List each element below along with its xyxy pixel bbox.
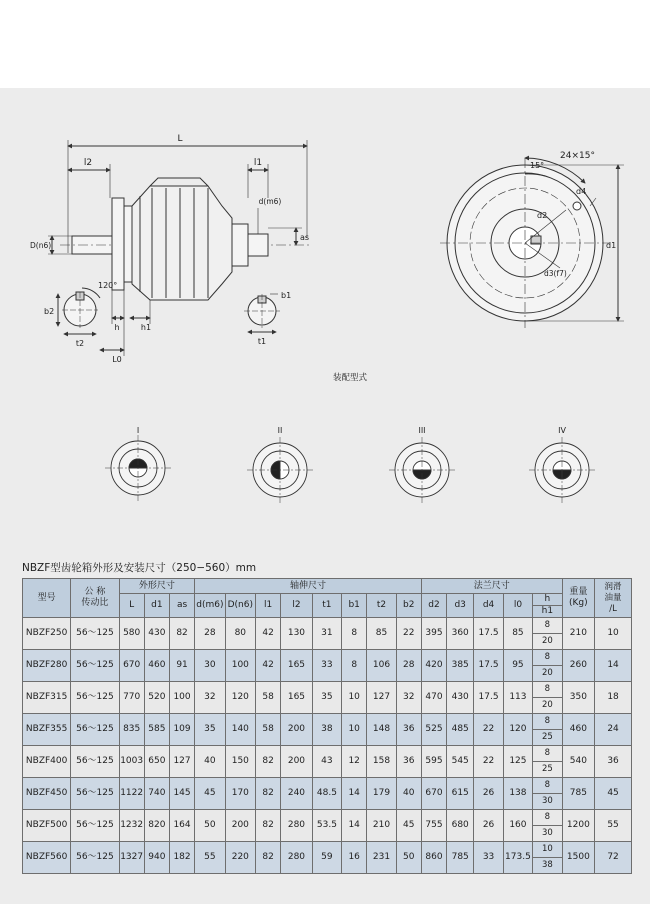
label-L: L bbox=[177, 134, 183, 144]
cell-weight: 540 bbox=[562, 746, 595, 778]
cell-d: 200 bbox=[225, 810, 255, 842]
cell-b1: 10 bbox=[342, 682, 367, 714]
label-24x15: 24×15° bbox=[560, 151, 595, 161]
cell-as: 145 bbox=[169, 778, 194, 810]
cell-as: 127 bbox=[169, 746, 194, 778]
cell-ratio: 56～125 bbox=[71, 778, 119, 810]
cell-d4: 26 bbox=[474, 810, 503, 842]
cell-l: 1232 bbox=[119, 810, 144, 842]
assembly-type-I bbox=[105, 426, 171, 501]
cell-t1: 35 bbox=[312, 682, 341, 714]
cell-t1: 38 bbox=[312, 714, 341, 746]
cell-l: 770 bbox=[119, 682, 144, 714]
cell-d2: 860 bbox=[421, 842, 446, 874]
cell-ratio: 56～125 bbox=[71, 842, 119, 874]
label-h: h bbox=[114, 323, 120, 332]
cell-h: 8 bbox=[533, 682, 562, 698]
label-t2: t2 bbox=[75, 339, 85, 348]
cell-l: 1003 bbox=[119, 746, 144, 778]
cell-d3: 485 bbox=[447, 714, 474, 746]
cell-b1: 10 bbox=[342, 714, 367, 746]
cell-d4: 26 bbox=[474, 778, 503, 810]
cell-l0: 95 bbox=[503, 650, 532, 682]
cell-oil: 45 bbox=[595, 778, 632, 810]
cell-l: 670 bbox=[119, 650, 144, 682]
cell-h: 8 bbox=[533, 810, 562, 826]
cell-b2: 28 bbox=[396, 650, 421, 682]
cell-t1: 43 bbox=[312, 746, 341, 778]
label-d3: d3(f7) bbox=[544, 269, 567, 278]
cell-d1: 740 bbox=[144, 778, 169, 810]
header-Dn6: D(n6) bbox=[225, 594, 255, 618]
side-view bbox=[48, 140, 310, 356]
cell-h: 8 bbox=[533, 618, 562, 634]
cell-l1: 82 bbox=[256, 842, 281, 874]
cell-l1: 42 bbox=[256, 650, 281, 682]
cell-d1: 430 bbox=[144, 618, 169, 650]
cell-oil: 14 bbox=[595, 650, 632, 682]
cell-model: NBZF400 bbox=[23, 746, 71, 778]
cell-d: 30 bbox=[195, 650, 225, 682]
cell-d3: 615 bbox=[447, 778, 474, 810]
cell-ratio: 56～125 bbox=[71, 618, 119, 650]
cell-d: 28 bbox=[195, 618, 225, 650]
table-row bbox=[23, 682, 632, 698]
table-row bbox=[23, 842, 632, 858]
cell-oil: 18 bbox=[595, 682, 632, 714]
label-d2: d2 bbox=[537, 211, 548, 220]
cell-d4: 17.5 bbox=[474, 682, 503, 714]
assembly-label-IV: IV bbox=[558, 426, 566, 435]
cell-d: 35 bbox=[195, 714, 225, 746]
flange-view bbox=[440, 158, 624, 328]
table-row bbox=[23, 618, 632, 634]
label-b1: b1 bbox=[281, 291, 292, 300]
cell-oil: 36 bbox=[595, 746, 632, 778]
cell-d4: 17.5 bbox=[474, 650, 503, 682]
cell-d: 100 bbox=[225, 650, 255, 682]
header-flange: 法兰尺寸 bbox=[421, 579, 562, 594]
header-b1: b1 bbox=[342, 594, 367, 618]
cell-t2: 179 bbox=[367, 778, 396, 810]
cell-model: NBZF355 bbox=[23, 714, 71, 746]
assembly-type-IV bbox=[529, 426, 595, 503]
cell-d3: 360 bbox=[447, 618, 474, 650]
cell-model: NBZF280 bbox=[23, 650, 71, 682]
cell-d1: 520 bbox=[144, 682, 169, 714]
cell-l0: 120 bbox=[503, 714, 532, 746]
cell-l2: 130 bbox=[281, 618, 312, 650]
label-l1: l1 bbox=[253, 158, 263, 168]
cell-d2: 395 bbox=[421, 618, 446, 650]
cell-t2: 127 bbox=[367, 682, 396, 714]
cell-as: 109 bbox=[169, 714, 194, 746]
cell-d: 40 bbox=[195, 746, 225, 778]
table-row bbox=[23, 778, 632, 794]
cell-h1: 38 bbox=[533, 858, 562, 874]
header-oil: 润滑 油量 /L bbox=[595, 579, 632, 618]
cell-model: NBZF560 bbox=[23, 842, 71, 874]
cell-d1: 460 bbox=[144, 650, 169, 682]
cell-h: 8 bbox=[533, 714, 562, 730]
cell-t2: 106 bbox=[367, 650, 396, 682]
cell-model: NBZF250 bbox=[23, 618, 71, 650]
cell-d1: 585 bbox=[144, 714, 169, 746]
cell-d4: 33 bbox=[474, 842, 503, 874]
cell-d1: 820 bbox=[144, 810, 169, 842]
header-d4: d4 bbox=[474, 594, 503, 618]
cell-d2: 670 bbox=[421, 778, 446, 810]
cell-d4: 22 bbox=[474, 714, 503, 746]
assembly-caption: 装配型式 bbox=[332, 373, 368, 383]
cell-as: 91 bbox=[169, 650, 194, 682]
cell-ratio: 56～125 bbox=[71, 682, 119, 714]
cell-d3: 430 bbox=[447, 682, 474, 714]
label-d-m6: d(m6) bbox=[258, 197, 282, 206]
header-d1: d1 bbox=[144, 594, 169, 618]
cell-d1: 940 bbox=[144, 842, 169, 874]
cell-ratio: 56～125 bbox=[71, 810, 119, 842]
cell-b2: 45 bbox=[396, 810, 421, 842]
cell-weight: 785 bbox=[562, 778, 595, 810]
cell-l1: 58 bbox=[256, 682, 281, 714]
header-l1: l1 bbox=[256, 594, 281, 618]
cell-as: 100 bbox=[169, 682, 194, 714]
cell-h1: 25 bbox=[533, 730, 562, 746]
header-weight: 重量 (Kg) bbox=[562, 579, 595, 618]
cell-ratio: 56～125 bbox=[71, 746, 119, 778]
cell-d: 55 bbox=[195, 842, 225, 874]
cell-h1: 30 bbox=[533, 826, 562, 842]
cell-l0: 160 bbox=[503, 810, 532, 842]
cell-t2: 210 bbox=[367, 810, 396, 842]
cell-b1: 14 bbox=[342, 810, 367, 842]
cell-l2: 280 bbox=[281, 842, 312, 874]
cell-d3: 385 bbox=[447, 650, 474, 682]
label-h1: h1 bbox=[140, 323, 152, 332]
cell-b1: 16 bbox=[342, 842, 367, 874]
header-d2: d2 bbox=[421, 594, 446, 618]
cell-l1: 82 bbox=[256, 746, 281, 778]
cell-b1: 12 bbox=[342, 746, 367, 778]
cell-t2: 158 bbox=[367, 746, 396, 778]
assembly-type-III bbox=[389, 426, 455, 503]
cell-l: 580 bbox=[119, 618, 144, 650]
cell-oil: 24 bbox=[595, 714, 632, 746]
cell-t1: 53.5 bbox=[312, 810, 341, 842]
cell-d2: 755 bbox=[421, 810, 446, 842]
cell-l2: 200 bbox=[281, 746, 312, 778]
header-model: 型号 bbox=[23, 579, 71, 618]
cell-d2: 525 bbox=[421, 714, 446, 746]
cell-weight: 460 bbox=[562, 714, 595, 746]
label-120deg: 120° bbox=[98, 281, 118, 290]
cell-t1: 59 bbox=[312, 842, 341, 874]
cell-model: NBZF450 bbox=[23, 778, 71, 810]
cell-b2: 50 bbox=[396, 842, 421, 874]
label-b2: b2 bbox=[44, 307, 55, 316]
cell-d: 170 bbox=[225, 778, 255, 810]
cell-h: 8 bbox=[533, 778, 562, 794]
table-title: NBZF型齿轮箱外形及安装尺寸（250−560）mm bbox=[22, 562, 257, 574]
header-shaft: 轴伸尺寸 bbox=[195, 579, 422, 594]
cell-oil: 55 bbox=[595, 810, 632, 842]
cell-l: 835 bbox=[119, 714, 144, 746]
cell-l2: 200 bbox=[281, 714, 312, 746]
header-h: h bbox=[533, 594, 561, 606]
cell-l: 1122 bbox=[119, 778, 144, 810]
cell-d: 150 bbox=[225, 746, 255, 778]
cell-b2: 36 bbox=[396, 746, 421, 778]
cell-t1: 48.5 bbox=[312, 778, 341, 810]
cell-t2: 148 bbox=[367, 714, 396, 746]
cell-l2: 165 bbox=[281, 650, 312, 682]
cell-d: 32 bbox=[195, 682, 225, 714]
cell-l0: 85 bbox=[503, 618, 532, 650]
cell-h1: 20 bbox=[533, 666, 562, 682]
table-row bbox=[23, 714, 632, 730]
cell-b1: 8 bbox=[342, 618, 367, 650]
cell-d2: 470 bbox=[421, 682, 446, 714]
cell-h1: 25 bbox=[533, 762, 562, 778]
cell-h: 8 bbox=[533, 746, 562, 762]
table-row bbox=[23, 650, 632, 666]
header-L: L bbox=[119, 594, 144, 618]
technical-drawing bbox=[0, 88, 650, 558]
cell-b2: 40 bbox=[396, 778, 421, 810]
header-outline: 外形尺寸 bbox=[119, 579, 195, 594]
label-d1: d1 bbox=[606, 241, 617, 250]
header-b2: b2 bbox=[396, 594, 421, 618]
label-as: as bbox=[300, 233, 310, 242]
cell-h1: 20 bbox=[533, 698, 562, 714]
cell-ratio: 56～125 bbox=[71, 714, 119, 746]
cell-l1: 58 bbox=[256, 714, 281, 746]
label-L0: L0 bbox=[112, 355, 122, 364]
cell-l2: 280 bbox=[281, 810, 312, 842]
cell-model: NBZF315 bbox=[23, 682, 71, 714]
cell-t1: 31 bbox=[312, 618, 341, 650]
spec-table-body bbox=[23, 618, 632, 874]
header-l0: l0 bbox=[503, 594, 532, 618]
cell-l1: 82 bbox=[256, 810, 281, 842]
header-t2: t2 bbox=[367, 594, 396, 618]
cell-as: 82 bbox=[169, 618, 194, 650]
cell-d4: 17.5 bbox=[474, 618, 503, 650]
table-row bbox=[23, 746, 632, 762]
spec-table bbox=[22, 578, 632, 874]
cell-weight: 350 bbox=[562, 682, 595, 714]
cell-d3: 545 bbox=[447, 746, 474, 778]
cell-d2: 595 bbox=[421, 746, 446, 778]
cell-model: NBZF500 bbox=[23, 810, 71, 842]
cell-as: 182 bbox=[169, 842, 194, 874]
cell-ratio: 56～125 bbox=[71, 650, 119, 682]
cell-d: 80 bbox=[225, 618, 255, 650]
header-ratio: 公 称 传动比 bbox=[71, 579, 119, 618]
cell-l2: 165 bbox=[281, 682, 312, 714]
cell-h: 10 bbox=[533, 842, 562, 858]
cell-l2: 240 bbox=[281, 778, 312, 810]
assembly-label-I: I bbox=[136, 426, 140, 435]
cell-t1: 33 bbox=[312, 650, 341, 682]
cell-weight: 1200 bbox=[562, 810, 595, 842]
cell-oil: 72 bbox=[595, 842, 632, 874]
label-d4: d4 bbox=[576, 187, 587, 196]
label-t1: t1 bbox=[257, 337, 267, 346]
cell-d2: 420 bbox=[421, 650, 446, 682]
cell-l: 1327 bbox=[119, 842, 144, 874]
table-row bbox=[23, 810, 632, 826]
cell-l0: 113 bbox=[503, 682, 532, 714]
cell-t2: 85 bbox=[367, 618, 396, 650]
assembly-label-III: III bbox=[418, 426, 426, 435]
header-l2: l2 bbox=[281, 594, 312, 618]
header-as: as bbox=[169, 594, 194, 618]
cell-weight: 260 bbox=[562, 650, 595, 682]
label-l2: l2 bbox=[83, 158, 93, 168]
cell-b2: 22 bbox=[396, 618, 421, 650]
cell-oil: 10 bbox=[595, 618, 632, 650]
cell-l1: 82 bbox=[256, 778, 281, 810]
cell-b1: 14 bbox=[342, 778, 367, 810]
cell-l0: 173.5 bbox=[503, 842, 532, 874]
cell-d4: 22 bbox=[474, 746, 503, 778]
cell-h1: 20 bbox=[533, 634, 562, 650]
cell-weight: 210 bbox=[562, 618, 595, 650]
cell-d: 120 bbox=[225, 682, 255, 714]
cell-l1: 42 bbox=[256, 618, 281, 650]
cell-d3: 680 bbox=[447, 810, 474, 842]
cell-d: 45 bbox=[195, 778, 225, 810]
header-d3: d3 bbox=[447, 594, 474, 618]
header-h-h1 bbox=[533, 594, 562, 618]
cell-b1: 8 bbox=[342, 650, 367, 682]
label-D-n6: D(n6) bbox=[30, 241, 52, 250]
cell-h1: 30 bbox=[533, 794, 562, 810]
cell-weight: 1500 bbox=[562, 842, 595, 874]
cell-d1: 650 bbox=[144, 746, 169, 778]
cell-as: 164 bbox=[169, 810, 194, 842]
cell-l0: 138 bbox=[503, 778, 532, 810]
header-dm6: d(m6) bbox=[195, 594, 225, 618]
cell-d3: 785 bbox=[447, 842, 474, 874]
cell-b2: 36 bbox=[396, 714, 421, 746]
header-h1: h1 bbox=[541, 606, 554, 616]
header-t1: t1 bbox=[312, 594, 341, 618]
cell-b2: 32 bbox=[396, 682, 421, 714]
cell-d: 220 bbox=[225, 842, 255, 874]
cell-t2: 231 bbox=[367, 842, 396, 874]
label-15deg: 15° bbox=[530, 161, 545, 170]
cell-d: 140 bbox=[225, 714, 255, 746]
assembly-label-II: II bbox=[277, 426, 283, 435]
cell-l0: 125 bbox=[503, 746, 532, 778]
cell-d: 50 bbox=[195, 810, 225, 842]
assembly-type-II bbox=[247, 426, 313, 503]
cell-h: 8 bbox=[533, 650, 562, 666]
